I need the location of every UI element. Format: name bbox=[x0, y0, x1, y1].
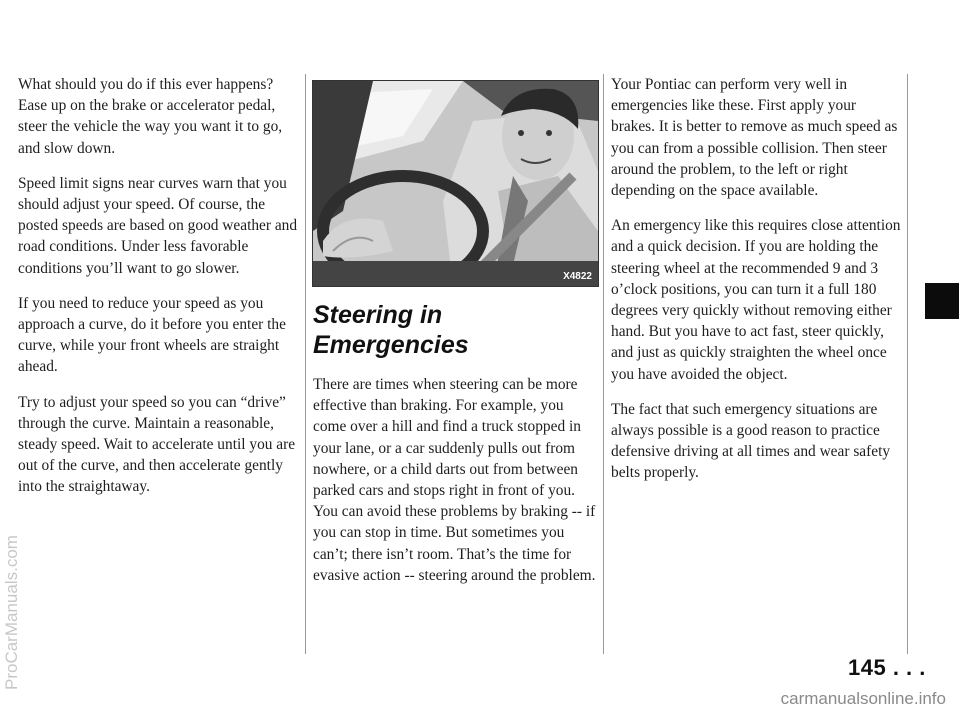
paragraph: If you need to reduce your speed as you approach a curve, do it before you enter the curve, while your front wheels are straight ahead. bbox=[18, 294, 286, 376]
middle-column bbox=[313, 300, 600, 600]
left-column bbox=[18, 74, 300, 512]
driver-illustration bbox=[312, 80, 599, 287]
right-column bbox=[611, 74, 901, 498]
page-number: 145 . . . bbox=[848, 655, 926, 680]
paragraph: What should you do if this ever happens? Ease up on the brake or accelerator pedal, steer the vehicle the way you want it to go, and slow down. bbox=[18, 76, 283, 157]
column-divider-left bbox=[305, 74, 306, 654]
paragraph: An emergency like this requires close attention and a quick decision. If you are holding the steering wheel at the recommended 9 and 3 o’clock positions, you can turn it a full 180 degrees very quickly without removing either hand. But you have to act fast, steer quickly, and just as quickly straighten the wheel once you have avoided the object. bbox=[611, 217, 901, 383]
side-watermark: ProCarManuals.com bbox=[2, 535, 21, 690]
section-tab-marker bbox=[925, 283, 959, 319]
page-edge-rule bbox=[907, 74, 908, 654]
paragraph: Your Pontiac can perform very well in emergencies like these. First apply your brakes. It is better to remove as much speed as you can from a possible collision. Then steer around the problem, to the left or right depending on the space available. bbox=[611, 76, 898, 200]
bottom-watermark: carmanualsonline.info bbox=[780, 689, 946, 708]
paragraph: Speed limit signs near curves warn that you should adjust your speed. Of course, the posted speeds are based on good weather and road conditions. Under less favorable conditions you’ll want to go slower. bbox=[18, 174, 298, 277]
column-divider-right bbox=[603, 74, 604, 654]
paragraph: Try to adjust your speed so you can “drive” through the curve. Maintain a reasonable, steady speed. Wait to accelerate until you are out of the curve, and then accelerate gently into the straightaway. bbox=[18, 393, 296, 496]
illustration-code: X4822 bbox=[563, 271, 592, 282]
paragraph: There are times when steering can be more effective than braking. For example, you come over a hill and find a truck stopped in your lane, or a car suddenly pulls out from nowhere, or a child darts out from between parked cars and stops right in front of you. You can avoid these problems by braking -- if you can stop in time. But sometimes you can’t; there isn’t room. That’s the time for evasive action -- steering around the problem. bbox=[313, 376, 596, 584]
driver-at-wheel-image bbox=[313, 81, 598, 286]
paragraph: The fact that such emergency situations are always possible is a good reason to practice defensive driving at all times and wear safety belts properly. bbox=[611, 400, 891, 482]
section-heading: Steering in Emergencies bbox=[313, 301, 469, 359]
